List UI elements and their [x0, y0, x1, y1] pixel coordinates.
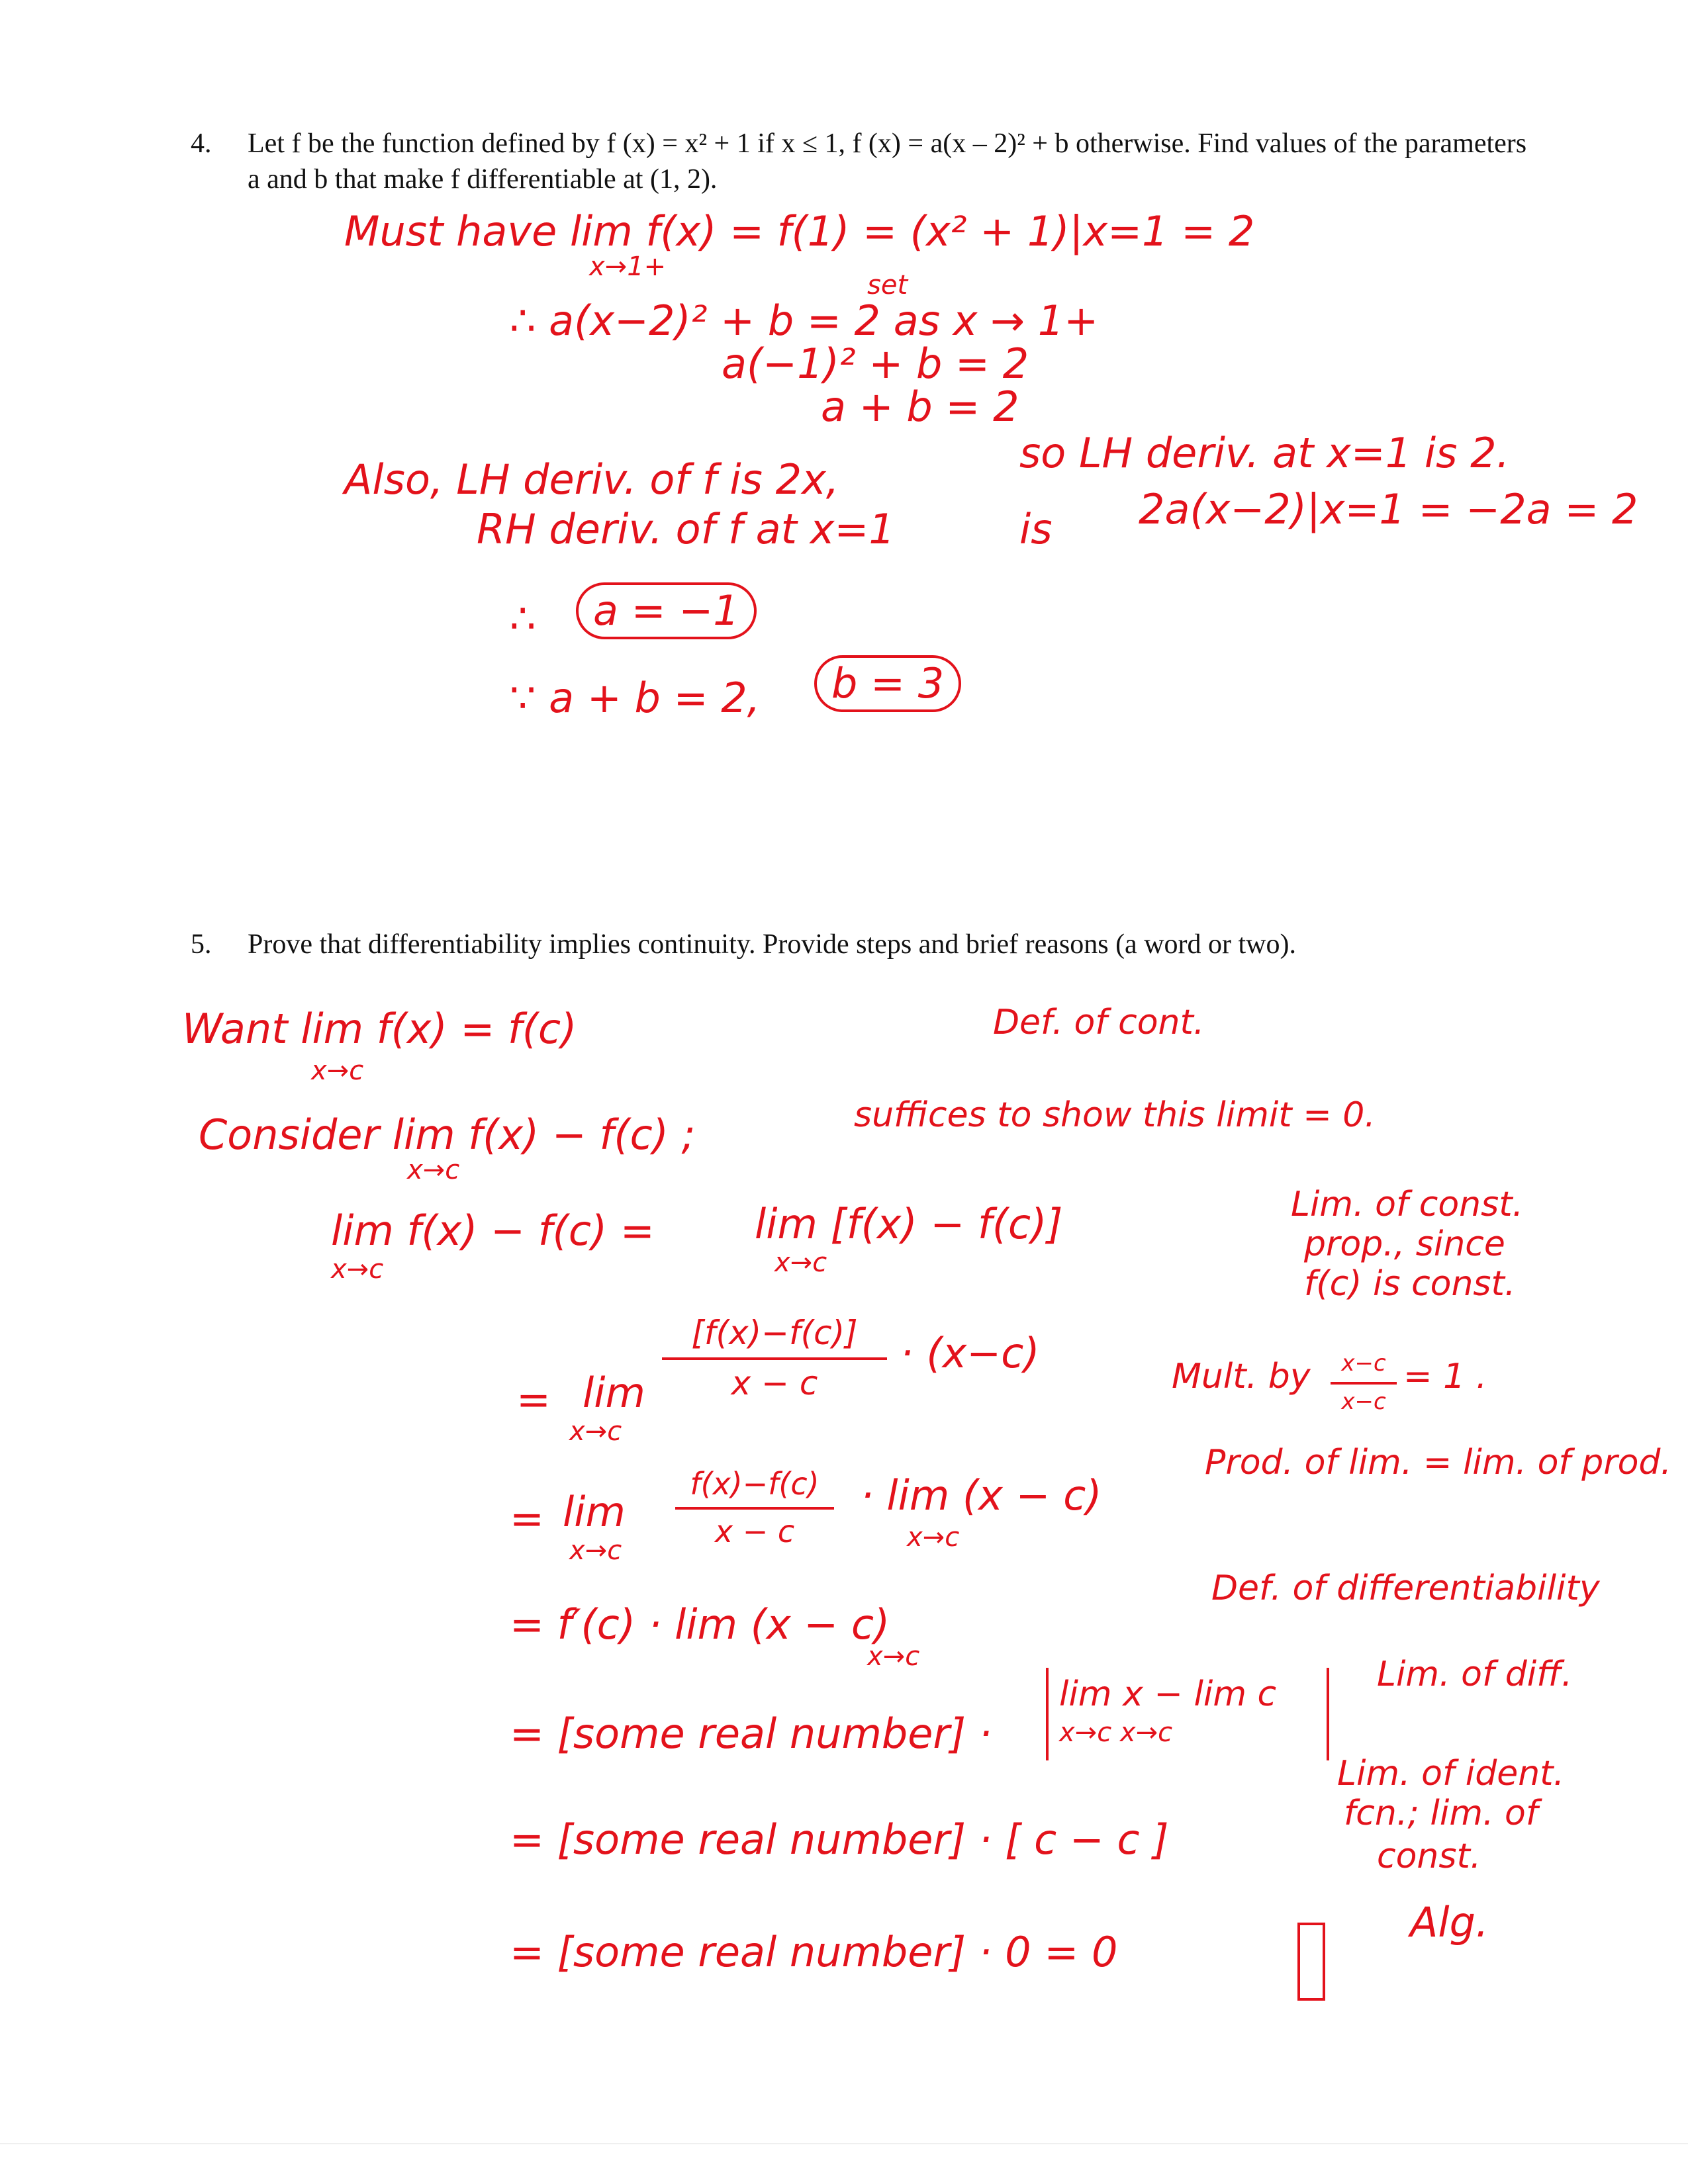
- step-2-equals: =: [516, 1375, 551, 1424]
- solution-4-line-5b: so LH deriv. at x=1 is 2.: [1019, 429, 1510, 477]
- set-label: set: [867, 270, 908, 300]
- step-6: = [some real number] · [ c − c ]: [510, 1815, 1169, 1864]
- step-2-numerator: [f(x)−f(c)]: [662, 1314, 887, 1360]
- reason-1-line-3: f(c) is const.: [1304, 1264, 1516, 1304]
- consider-line: Consider lim f(x) − f(c) ;: [199, 1111, 696, 1159]
- problem-4-text: Let f be the function defined by f (x) = x² + 1 if x ≤ 1, f (x) = a(x – 2)² + b otherwise. Find values of the parameters a and b that make f differentiable at (1, 2).: [248, 128, 1527, 195]
- answer-b: b = 3: [814, 655, 961, 712]
- step-4-subscript: x→c: [867, 1641, 920, 1672]
- step-3-denominator: x − c: [714, 1514, 795, 1549]
- scan-edge: [0, 2143, 1688, 2144]
- step-2-denominator: x − c: [731, 1364, 818, 1402]
- solution-4-line-1: Must have lim f(x) = f(1) = (x² + 1)|x=1 = 2: [344, 207, 1255, 255]
- reason-2-denominator: x−c: [1341, 1388, 1386, 1415]
- reason-2-tail: = 1 .: [1403, 1357, 1487, 1396]
- reason-2: Mult. by: [1172, 1357, 1311, 1396]
- reason-5: Lim. of diff.: [1377, 1655, 1573, 1694]
- solution-4-line-6b: is: [1019, 505, 1053, 553]
- step-1-left-subscript: x→c: [331, 1254, 384, 1285]
- reason-1-line-1: Lim. of const.: [1291, 1185, 1524, 1224]
- reason-2-numerator: x−c: [1331, 1350, 1397, 1385]
- step-2-tail: · (x−c): [900, 1329, 1040, 1377]
- answer-b-reason: ∵ a + b = 2,: [510, 674, 761, 722]
- step-5: = [some real number] ·: [510, 1709, 992, 1758]
- step-2-lim: lim: [583, 1369, 645, 1417]
- step-5-bracket-subscripts: x→c x→c: [1059, 1717, 1173, 1748]
- reason-1-line-2: prop., since: [1304, 1224, 1505, 1264]
- problem-4: [192, 126, 1549, 205]
- want-reason: Def. of cont.: [993, 1003, 1205, 1042]
- want-subscript: x→c: [311, 1056, 364, 1086]
- step-3-equals: =: [510, 1494, 544, 1543]
- consider-reason: suffices to show this limit = 0.: [854, 1095, 1376, 1135]
- step-2-fraction: [662, 1314, 887, 1402]
- reason-3: Prod. of lim. = lim. of prod.: [1205, 1443, 1671, 1482]
- answer-a: a = −1: [576, 582, 757, 639]
- step-2-subscript: x→c: [569, 1416, 622, 1447]
- step-7: = [some real number] · 0 = 0: [510, 1928, 1118, 1976]
- step-1-right-subscript: x→c: [774, 1248, 827, 1278]
- step-3-numerator: f(x)−f(c): [675, 1466, 834, 1510]
- solution-4-line-5a: Also, LH deriv. of f is 2x,: [344, 455, 839, 504]
- solution-4-line-2: ∴ a(x−2)² + b = 2 as x → 1+: [510, 296, 1099, 345]
- problem-5-number: 5.: [191, 929, 212, 960]
- solution-4-line-6c: 2a(x−2)|x=1 = −2a = 2: [1139, 485, 1638, 533]
- therefore-symbol: ∴: [510, 594, 536, 643]
- reason-6-line-2: fcn.; lim. of: [1344, 1794, 1538, 1833]
- solution-4-line-4: a + b = 2: [821, 383, 1019, 431]
- reason-7: Alg.: [1410, 1898, 1489, 1946]
- step-1-right: lim [f(x) − f(c)]: [755, 1200, 1063, 1248]
- qed-box: [1297, 1923, 1325, 2001]
- reason-4: Def. of differentiability: [1211, 1569, 1600, 1608]
- problem-5: [192, 927, 1549, 966]
- reason-6-line-3: const.: [1377, 1837, 1481, 1876]
- want-line: Want lim f(x) = f(c): [182, 1005, 577, 1053]
- step-3-tail: · lim (x − c): [861, 1471, 1102, 1520]
- step-1-left: lim f(x) − f(c) =: [331, 1206, 655, 1255]
- reason-2-fraction: [1331, 1350, 1397, 1415]
- step-4: = f′(c) · lim (x − c): [510, 1600, 890, 1649]
- reason-6-line-1: Lim. of ident.: [1337, 1754, 1565, 1794]
- consider-subscript: x→c: [407, 1155, 460, 1185]
- solution-4-line-1-subscript: x→1+: [589, 251, 667, 282]
- step-5-bracket: [1046, 1668, 1329, 1760]
- step-3-subscript: x→c: [569, 1535, 622, 1566]
- problem-5-text: Prove that differentiability implies continuity. Provide steps and brief reasons (a word or two).: [248, 929, 1296, 960]
- solution-4-line-3: a(−1)² + b = 2: [722, 340, 1029, 388]
- step-3-lim: lim: [563, 1488, 626, 1536]
- step-5-bracket-expression: lim x − lim c: [1059, 1674, 1277, 1714]
- step-3-fraction: [675, 1466, 834, 1549]
- problem-4-number: 4.: [191, 128, 212, 159]
- solution-4-line-6a: RH deriv. of f at x=1: [477, 505, 895, 553]
- step-3-tail-subscript: x→c: [907, 1522, 960, 1553]
